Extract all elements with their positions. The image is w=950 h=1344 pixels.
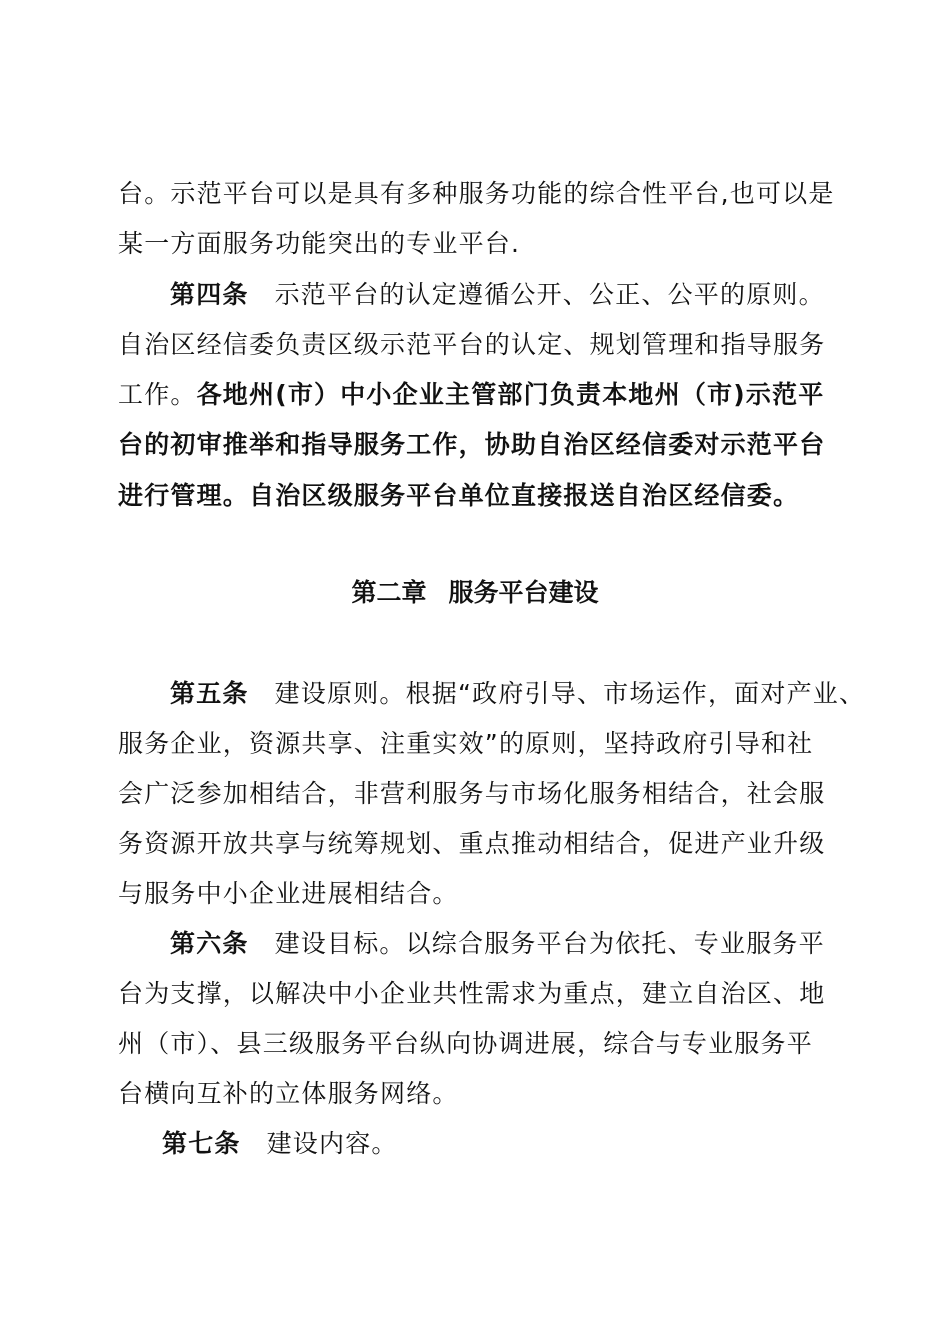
article-7-line bbox=[162, 1127, 398, 1161]
paragraph-line: 服务企业，资源共享、注重实效”的原则，坚持政府引导和社 bbox=[118, 729, 814, 758]
paragraph-line: 台为支撑，以解决中小企业共性需求为重点，建立自治区、地 bbox=[118, 979, 826, 1008]
article-4-line bbox=[170, 278, 825, 312]
paragraph-line: 进行管理。自治区级服务平台单位直接报送自治区经信委。 bbox=[118, 481, 800, 510]
paragraph-line: 某一方面服务功能突出的专业平台. bbox=[118, 229, 521, 258]
paragraph-line: 与服务中小企业进展相结合。 bbox=[118, 879, 459, 908]
article-7-text: 建设内容。 bbox=[266, 1129, 398, 1158]
paragraph-line: 台横向互补的立体服务网络。 bbox=[118, 1079, 459, 1108]
chapter-title: 服务平台建设 bbox=[448, 578, 599, 607]
article-7-label: 第七条 bbox=[162, 1129, 241, 1158]
paragraph-line: 州（市）、县三级服务平台纵向协调进展，综合与专业服务平 bbox=[118, 1029, 813, 1058]
article-5-text: 建设原则。根据“政府引导、市场运作，面对产业、 bbox=[274, 679, 866, 708]
article-5-label: 第五条 bbox=[170, 679, 249, 708]
paragraph-line bbox=[118, 378, 824, 412]
article-5-line bbox=[170, 677, 865, 711]
paragraph-line: 台的初审推举和指导服务工作，协助自治区经信委对示范平台 bbox=[118, 430, 826, 459]
article-6-text: 建设目标。以综合服务平台为依托、专业服务平 bbox=[274, 929, 825, 958]
article-4-text: 示范平台的认定遵循公开、公正、公平的原则。 bbox=[274, 280, 825, 309]
paragraph-line: 务资源开放共享与统筹规划、重点推动相结合，促进产业升级 bbox=[118, 829, 826, 858]
article-6-label: 第六条 bbox=[170, 929, 249, 958]
article-6-line bbox=[170, 927, 825, 961]
paragraph-line: 自治区经信委负责区级示范平台的认定、规划管理和指导服务 bbox=[118, 330, 826, 359]
bold-text: 各地州(市）中小企业主管部门负责本地州（市)示范平 bbox=[196, 380, 825, 409]
paragraph-line: 台。示范平台可以是具有多种服务功能的综合性平台,也可以是 bbox=[118, 179, 835, 208]
paragraph-line: 会广泛参加相结合，非营利服务与市场化服务相结合，社会服 bbox=[118, 779, 826, 808]
article-4-label: 第四条 bbox=[170, 280, 249, 309]
chapter-number: 第二章 bbox=[351, 578, 427, 607]
plain-text: 工作。 bbox=[118, 380, 197, 409]
chapter-heading bbox=[0, 576, 950, 610]
